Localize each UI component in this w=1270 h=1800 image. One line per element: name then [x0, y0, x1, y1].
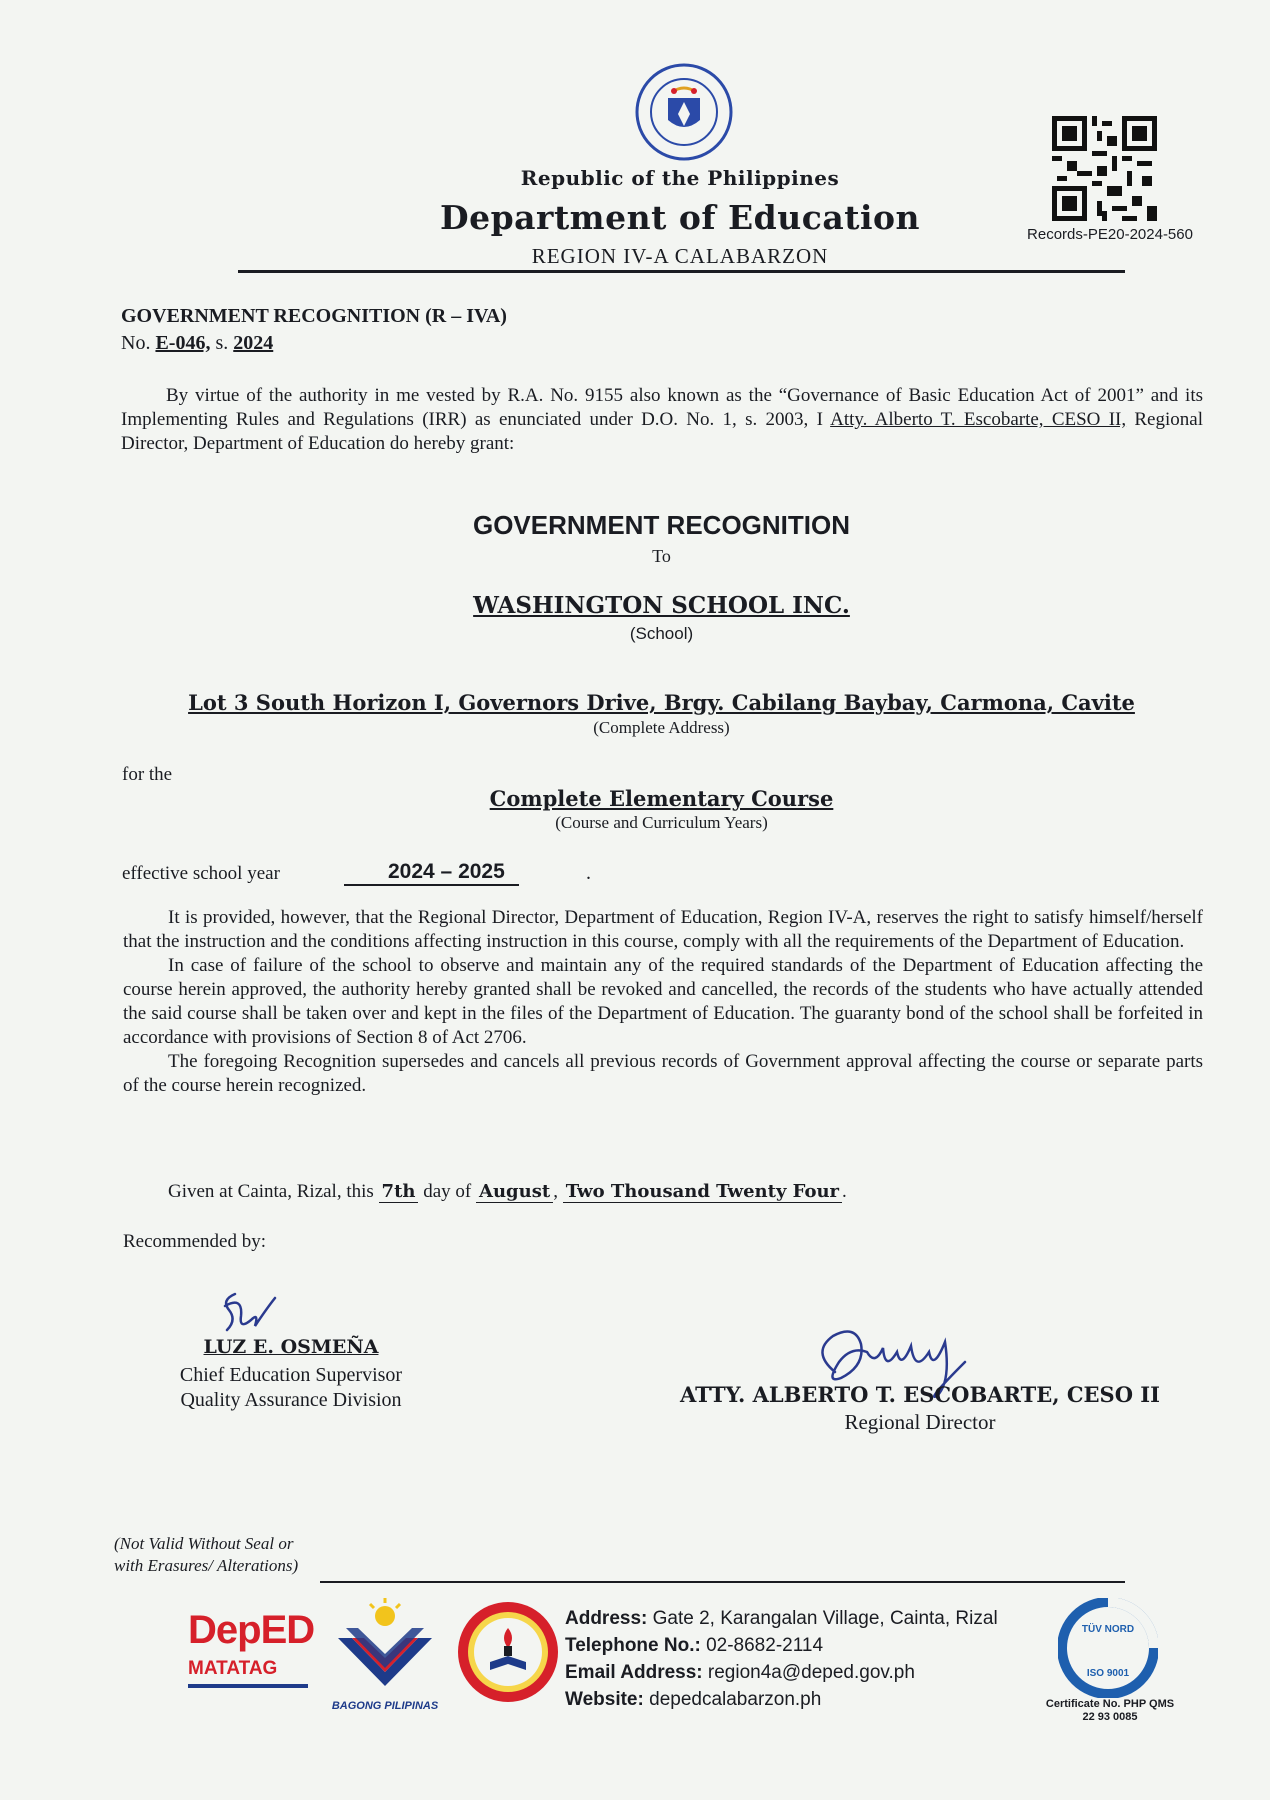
director-name: ATTY. ALBERTO T. ESCOBARTE, CESO II: [680, 1382, 1160, 1407]
email-value: region4a@deped.gov.ph: [702, 1662, 915, 1683]
telephone-label: Telephone No.:: [565, 1635, 701, 1656]
condition-paragraph: In case of failure of the school to observe and maintain any of the required standards of the Department of Education affecting the course herein approved, the authority hereby granted shall be revoked and cancelled, the records of the students who have actually attended the said course shall be taken over and kept in the files of the Department of Education. The guaranty bond of the school shall be forfeited in accordance with provisions of Section 8 of Act 2706.: [123, 955, 1203, 1048]
certificate-label: Certificate No. PHP QMS: [1045, 1698, 1175, 1710]
conditions-block: [123, 906, 1203, 1098]
condition-paragraph: It is provided, however, that the Regional Director, Department of Education, Region IV-A, reserves the right to satisfy himself/herself that the instruction and the conditions affecting instruction in this course, comply with all the requirements of the Department of Education.: [123, 907, 1203, 952]
contact-address: [565, 1605, 998, 1632]
matatag-underline: [188, 1684, 308, 1688]
address-value: Gate 2, Karangalan Village, Cainta, Rizal: [647, 1608, 998, 1629]
iso-brand-text: TÜV NORD: [1081, 1624, 1135, 1635]
course-name-text: Complete Elementary Course: [489, 786, 834, 811]
website-label: Website:: [565, 1689, 644, 1710]
email-label: Email Address:: [565, 1662, 703, 1683]
bagong-pilipinas-text: BAGONG PILIPINAS: [331, 1700, 439, 1712]
footer-divider: [320, 1581, 1125, 1583]
intro-paragraph: [121, 384, 1203, 456]
website-value: depedcalabarzon.ph: [643, 1689, 822, 1710]
iso-badge-icon: [1058, 1598, 1158, 1698]
recognition-title: GOVERNMENT RECOGNITION (R – IVA): [121, 305, 507, 327]
given-day-of: day of: [418, 1181, 476, 1202]
supervisor-title: Chief Education Supervisor: [179, 1364, 403, 1386]
records-code: Records-PE20-2024-560: [1027, 226, 1193, 243]
director-title: Regional Director: [844, 1410, 996, 1434]
matatag-logo-text: MATATAG: [188, 1658, 278, 1679]
school-name: [0, 592, 1270, 619]
series-prefix: s.: [215, 332, 229, 354]
for-the-label: for the: [122, 764, 173, 785]
grant-title: GOVERNMENT RECOGNITION: [472, 510, 850, 540]
given-year: Two Thousand Twenty Four: [563, 1181, 842, 1203]
region-heading: REGION IV-A CALABARZON: [531, 244, 829, 268]
qr-code-icon: [1052, 116, 1157, 221]
iso-standard-text: ISO 9001: [1086, 1668, 1130, 1679]
school-name-text: WASHINGTON SCHOOL INC.: [473, 592, 850, 619]
school-year-label: effective school year: [122, 863, 280, 884]
course-name: [0, 786, 1270, 811]
validity-note-line: with Erasures/ Alterations): [114, 1556, 299, 1575]
intro-text-before: By virtue of the authority in me vested by R.A. No. 9155 also known as the “Governance of Basic Education Act of 2001” and its Implementing Rules and Regulations (IRR) as enunciated under D.O. No. 1, s. 2003, I: [121, 385, 1203, 430]
given-end: .: [842, 1181, 847, 1202]
given-comma: ,: [553, 1181, 563, 1202]
address-caption: (Complete Address): [593, 718, 730, 737]
bagong-pilipinas-icon: [330, 1598, 440, 1694]
school-address: [0, 690, 1270, 715]
region-seal-icon: [456, 1600, 560, 1704]
condition-paragraph: The foregoing Recognition supersedes and cancels all previous records of Government approval affecting the course or separate parts of the course herein recognized.: [123, 1051, 1203, 1096]
recommended-by-label: Recommended by:: [123, 1231, 266, 1252]
course-caption: (Course and Curriculum Years): [555, 813, 768, 832]
contact-info: [565, 1605, 998, 1713]
certificate-value: 22 93 0085: [1082, 1711, 1138, 1723]
given-prefix: Given at Cainta, Rizal, this: [168, 1181, 379, 1202]
supervisor-signature: [215, 1286, 285, 1341]
school-address-text: Lot 3 South Horizon I, Governors Drive, Brgy. Cabilang Baybay, Carmona, Cavite: [188, 690, 1135, 715]
number-prefix: No.: [121, 332, 151, 354]
contact-telephone: [565, 1632, 998, 1659]
grant-to: To: [652, 546, 671, 566]
republic-heading: Republic of the Philippines: [520, 166, 840, 190]
certificate-number: [1030, 1698, 1190, 1724]
department-heading: Department of Education: [439, 198, 920, 237]
deped-logo-text: DepED: [188, 1608, 315, 1652]
intro-director-name: Atty. Alberto T. Escobarte, CESO II,: [830, 409, 1127, 430]
given-day: 7th: [379, 1181, 419, 1203]
contact-email: [565, 1659, 998, 1686]
header-divider: [238, 270, 1125, 273]
supervisor-division: Quality Assurance Division: [180, 1389, 402, 1411]
validity-note-line: (Not Valid Without Seal or: [114, 1534, 294, 1553]
school-year-value: 2024 – 2025: [344, 860, 519, 886]
deped-seal-icon: [634, 62, 734, 162]
school-caption: (School): [629, 624, 694, 643]
recognition-number: [121, 332, 273, 355]
deped-matatag-logo: [188, 1608, 318, 1704]
supervisor-name: LUZ E. OSMEÑA: [203, 1336, 379, 1358]
validity-note: [114, 1533, 298, 1577]
series-value: 2024: [233, 332, 274, 354]
telephone-value: 02-8682-2114: [700, 1635, 824, 1656]
address-label: Address:: [565, 1608, 648, 1629]
iso-certification-badge: [1058, 1598, 1158, 1698]
number-value: E-046,: [155, 332, 211, 354]
given-month: August: [476, 1181, 553, 1203]
school-year-period: .: [586, 862, 591, 884]
given-line: [168, 1181, 847, 1203]
intro-text-after: Regional Director, Department of Education do hereby grant:: [121, 409, 1203, 454]
contact-website: [565, 1686, 998, 1713]
bagong-pilipinas-logo: [330, 1598, 440, 1716]
